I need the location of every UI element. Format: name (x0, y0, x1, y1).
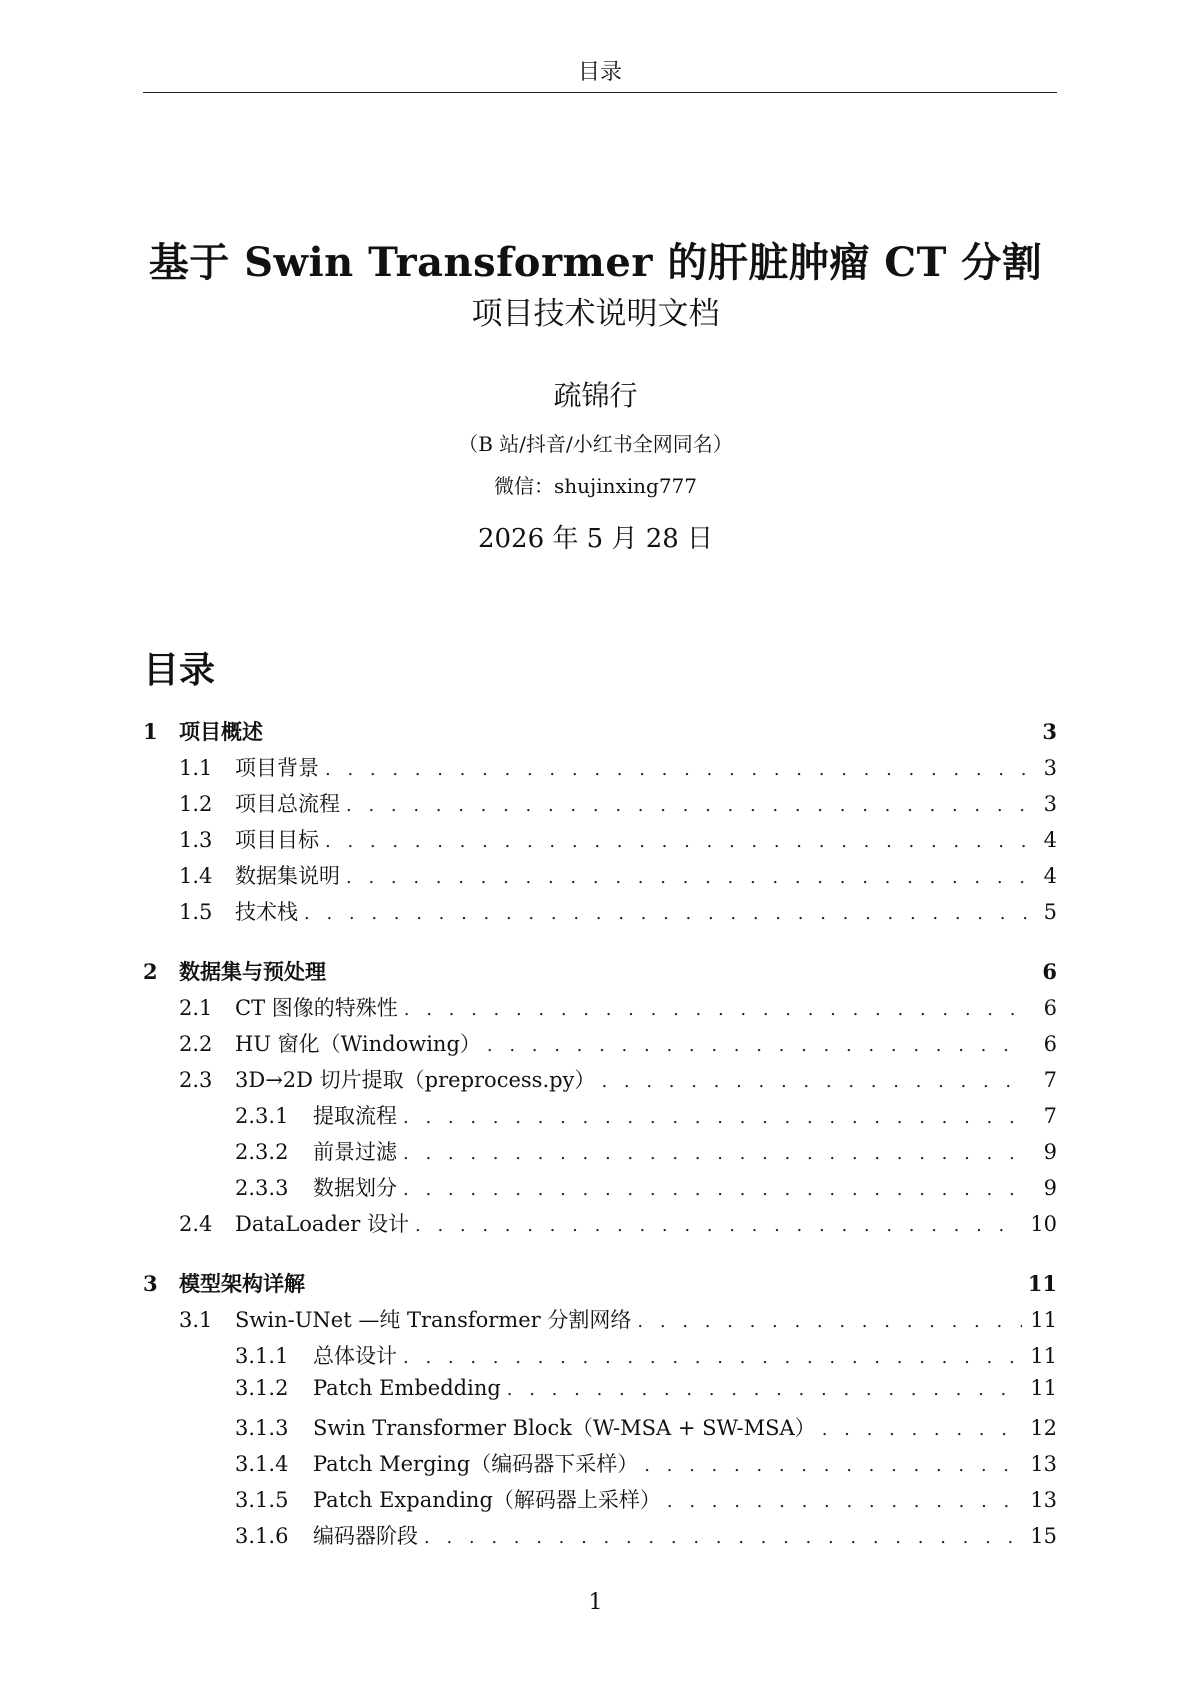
toc-entry-number: 1.2 (179, 792, 213, 816)
toc-entry-title: 数据集说明 (235, 864, 340, 888)
toc-entry-title: 提取流程 (313, 1104, 397, 1128)
toc-entry[interactable] (143, 752, 1057, 788)
toc-entry-page: 3 (1042, 719, 1057, 744)
toc-dot-leader (325, 759, 1027, 780)
toc-entry[interactable] (143, 1208, 1057, 1244)
toc-entry[interactable] (143, 1268, 1057, 1304)
toc-entry[interactable] (143, 1376, 1057, 1412)
document-date: 2026 年 5 月 28 日 (477, 524, 714, 554)
toc-entry-page: 11 (1030, 1344, 1057, 1368)
toc-entry-number: 2.2 (179, 1032, 213, 1056)
toc-dot-leader (403, 1107, 1027, 1128)
toc-entry-page: 9 (1043, 1140, 1057, 1164)
toc-entry[interactable] (143, 860, 1057, 896)
toc-entry-page: 6 (1043, 996, 1057, 1020)
table-of-contents (143, 716, 1057, 1556)
toc-entry-page: 3 (1043, 792, 1057, 816)
toc-entry-title: Patch Expanding（解码器上采样） (313, 1488, 661, 1512)
toc-entry-number: 2 (143, 959, 158, 984)
toc-entry-number: 3.1.5 (235, 1488, 289, 1512)
toc-dot-leader (403, 1143, 1027, 1164)
toc-entry[interactable] (143, 1448, 1057, 1484)
toc-dot-leader (404, 999, 1027, 1020)
toc-entry-page: 4 (1043, 828, 1057, 852)
toc-entry-title: 模型架构详解 (179, 1271, 305, 1296)
toc-entry-number: 2.3 (179, 1068, 213, 1092)
toc-entry[interactable] (143, 992, 1057, 1028)
toc-entry-title: HU 窗化（Windowing） (235, 1032, 481, 1056)
toc-entry[interactable] (143, 716, 1057, 752)
toc-entry-title: DataLoader 设计 (235, 1212, 410, 1236)
toc-entry[interactable] (143, 788, 1057, 824)
header-rule (143, 92, 1057, 93)
toc-entry-number: 3.1 (179, 1308, 213, 1332)
toc-entry-number: 3.1.2 (235, 1376, 289, 1400)
toc-dot-leader (601, 1071, 1027, 1092)
toc-entry[interactable] (143, 1304, 1057, 1340)
toc-entry-number: 1.4 (179, 864, 213, 888)
toc-entry-page: 11 (1030, 1376, 1057, 1400)
toc-dot-leader (487, 1035, 1027, 1056)
toc-entry-number: 2.3.2 (235, 1140, 289, 1164)
toc-entry[interactable] (143, 1028, 1057, 1064)
author-contact: 微信：shujinxing777 (493, 474, 698, 498)
toc-entry-page: 6 (1043, 1032, 1057, 1056)
toc-heading: 目录 (143, 649, 216, 691)
toc-entry-page: 15 (1030, 1524, 1057, 1548)
toc-entry[interactable] (143, 824, 1057, 860)
toc-entry-page: 3 (1043, 756, 1057, 780)
toc-entry-title: Patch Merging（编码器下采样） (313, 1452, 639, 1476)
toc-entry-number: 2.1 (179, 996, 213, 1020)
toc-entry-title: 数据划分 (313, 1176, 397, 1200)
toc-entry-page: 9 (1043, 1176, 1057, 1200)
toc-entry-title: 项目目标 (235, 828, 319, 852)
toc-entry[interactable] (143, 1136, 1057, 1172)
toc-entry-title: 项目概述 (179, 719, 263, 744)
toc-dot-leader (667, 1491, 1022, 1512)
toc-entry-page: 5 (1043, 900, 1057, 924)
toc-entry[interactable] (143, 896, 1057, 932)
toc-dot-leader (346, 867, 1027, 888)
toc-dot-leader (403, 1179, 1027, 1200)
toc-entry[interactable] (143, 1484, 1057, 1520)
toc-entry[interactable] (143, 1340, 1057, 1376)
toc-entry-title: 技术栈 (235, 900, 298, 924)
toc-entry-number: 1.3 (179, 828, 213, 852)
toc-entry-page: 7 (1043, 1104, 1057, 1128)
toc-entry-page: 11 (1027, 1271, 1057, 1296)
toc-entry[interactable] (143, 1064, 1057, 1100)
toc-dot-leader (403, 1347, 1022, 1368)
toc-entry-number: 2.4 (179, 1212, 213, 1236)
toc-entry-number: 1.1 (179, 756, 213, 780)
toc-entry-page: 11 (1030, 1308, 1057, 1332)
toc-entry-page: 12 (1030, 1416, 1057, 1440)
toc-entry-page: 13 (1030, 1488, 1057, 1512)
toc-entry-title: 项目总流程 (235, 792, 340, 816)
toc-entry-number: 3.1.6 (235, 1524, 289, 1548)
toc-entry[interactable] (143, 1100, 1057, 1136)
toc-entry-number: 2.3.3 (235, 1176, 289, 1200)
toc-entry[interactable] (143, 1412, 1057, 1448)
toc-entry-title: CT 图像的特殊性 (235, 996, 398, 1020)
toc-dot-leader (507, 1379, 1022, 1400)
toc-entry-page: 10 (1030, 1212, 1057, 1236)
toc-entry-title: Patch Embedding (313, 1376, 501, 1400)
toc-entry-title: 总体设计 (313, 1344, 397, 1368)
author-name: 疏锦行 (553, 379, 638, 412)
toc-entry[interactable] (143, 956, 1057, 992)
toc-entry-page: 4 (1043, 864, 1057, 888)
toc-dot-leader (644, 1455, 1022, 1476)
toc-entry-title: 编码器阶段 (313, 1524, 418, 1548)
running-head: 目录 (577, 60, 622, 85)
toc-entry[interactable] (143, 1520, 1057, 1556)
toc-entry-number: 1.5 (179, 900, 213, 924)
toc-entry-number: 3.1.3 (235, 1416, 289, 1440)
toc-dot-leader (415, 1215, 1022, 1236)
toc-dot-leader (346, 795, 1027, 816)
toc-dot-leader (637, 1311, 1022, 1332)
toc-entry-number: 3 (143, 1271, 158, 1296)
toc-entry-number: 3.1.1 (235, 1344, 289, 1368)
document-subtitle: 项目技术说明文档 (471, 296, 720, 332)
toc-entry-title: 3D→2D 切片提取（preprocess.py） (235, 1068, 596, 1092)
toc-dot-leader (325, 831, 1027, 852)
document-title: 基于 Swin Transformer 的肝脏肿瘤 CT 分割 (148, 239, 1043, 286)
toc-entry-title: 前景过滤 (313, 1140, 397, 1164)
toc-dot-leader (304, 903, 1027, 924)
toc-entry-page: 7 (1043, 1068, 1057, 1092)
toc-entry-title: Swin Transformer Block（W-MSA + SW-MSA） (313, 1416, 816, 1440)
toc-entry[interactable] (143, 1172, 1057, 1208)
toc-entry-page: 6 (1042, 959, 1057, 984)
author-affiliation: （B 站/抖音/小红书全网同名） (458, 432, 733, 456)
title-block (0, 236, 1191, 556)
toc-entry-number: 1 (143, 719, 158, 744)
toc-dot-leader (424, 1527, 1022, 1548)
toc-entry-title: Swin-UNet —纯 Transformer 分割网络 (235, 1308, 632, 1332)
toc-entry-title: 项目背景 (235, 756, 319, 780)
page-number: 1 (588, 1590, 603, 1615)
toc-entry-page: 13 (1030, 1452, 1057, 1476)
toc-entry-number: 2.3.1 (235, 1104, 289, 1128)
toc-dot-leader (822, 1419, 1023, 1440)
toc-entry-number: 3.1.4 (235, 1452, 289, 1476)
toc-entry-title: 数据集与预处理 (179, 959, 326, 984)
